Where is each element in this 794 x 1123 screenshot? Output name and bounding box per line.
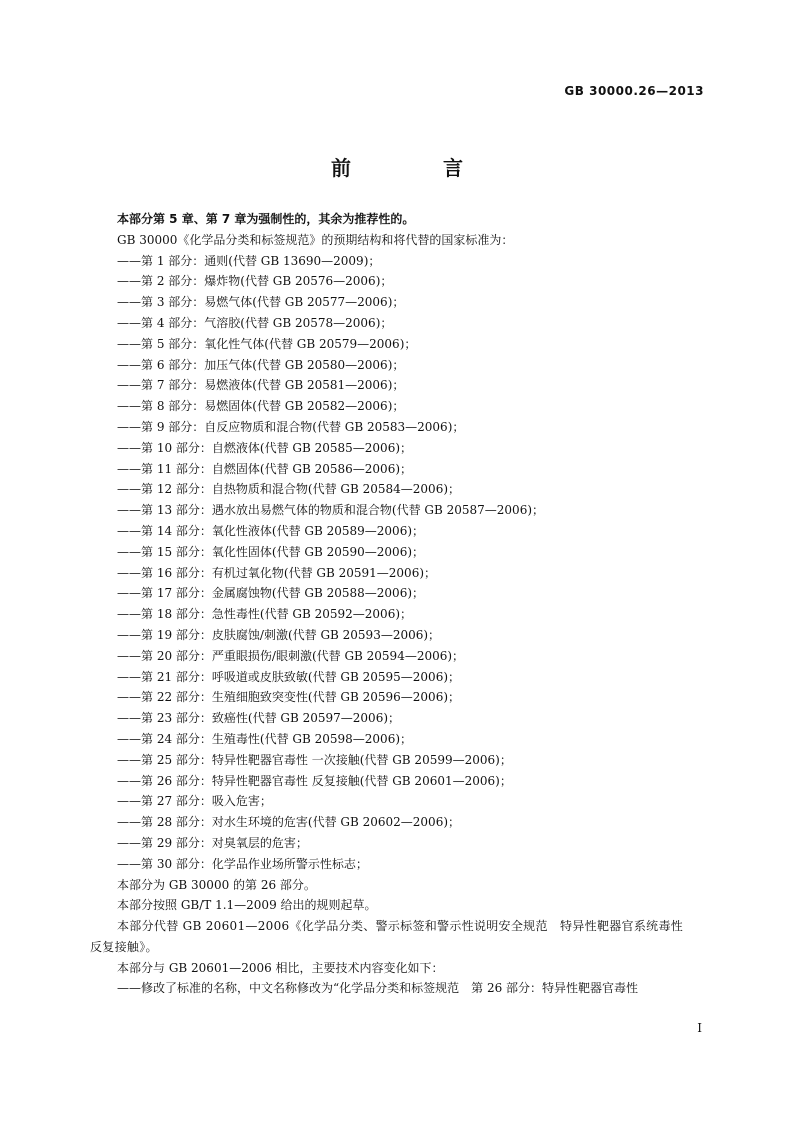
- part-list-item: ——第 8 部分：易燃固体(代替 GB 20582—2006)；: [117, 399, 405, 414]
- part-list-item: ——第 20 部分：严重眼损伤/眼刺激(代替 GB 20594—2006)；: [117, 648, 465, 663]
- part-list-item: ——第 12 部分：自热物质和混合物(代替 GB 20584—2006)；: [117, 482, 461, 497]
- change-item: ——修改了标准的名称，中文名称修改为“化学品分类和标签规范 第 26 部分：特异性靶器官毒性: [117, 981, 639, 996]
- page-number: I: [697, 1021, 702, 1035]
- part-list-item: ——第 10 部分：自燃液体(代替 GB 20585—2006)；: [117, 440, 413, 455]
- part-list-item: ——第 3 部分：易燃气体(代替 GB 20577—2006)；: [117, 295, 405, 310]
- part-list-item: ——第 26 部分：特异性靶器官毒性 反复接触(代替 GB 20601—2006)；: [117, 773, 512, 788]
- part-list-item: ——第 17 部分：金属腐蚀物(代替 GB 20588—2006)；: [117, 586, 425, 601]
- part-list-item: ——第 14 部分：氧化性液体(代替 GB 20589—2006)；: [117, 523, 425, 538]
- part-list-item: ——第 22 部分：生殖细胞致突变性(代替 GB 20596—2006)；: [117, 690, 461, 705]
- part-list-item: ——第 25 部分：特异性靶器官毒性 一次接触(代替 GB 20599—2006)；: [117, 752, 512, 767]
- replaces-statement: 本部分代替 GB 20601—2006《化学品分类、警示标签和警示性说明安全规范 特异性靶器官系统毒性 反复接触》。: [90, 919, 696, 954]
- part-list-item: ——第 2 部分：爆炸物(代替 GB 20576—2006)；: [117, 274, 393, 289]
- part-list-item: ——第 6 部分：加压气体(代替 GB 20580—2006)；: [117, 357, 405, 372]
- part-list-item: ——第 7 部分：易燃液体(代替 GB 20581—2006)；: [117, 378, 405, 393]
- part-list-item: ——第 29 部分：对臭氧层的危害；: [117, 835, 308, 850]
- mandatory-note: 本部分第 5 章、第 7 章为强制性的，其余为推荐性的。: [117, 212, 415, 226]
- drafting-statement: 本部分按照 GB/T 1.1—2009 给出的规则起草。: [117, 898, 377, 913]
- part-list-item: ——第 9 部分：自反应物质和混合物(代替 GB 20583—2006)；: [117, 419, 465, 434]
- part-list-item: ——第 4 部分：气溶胶(代替 GB 20578—2006)；: [117, 315, 393, 330]
- part-list-item: ——第 1 部分：通则(代替 GB 13690—2009)；: [117, 253, 381, 268]
- part-of-statement: 本部分为 GB 30000 的第 26 部分。: [117, 877, 316, 892]
- part-list-item: ——第 24 部分：生殖毒性(代替 GB 20598—2006)；: [117, 731, 413, 746]
- changes-intro: 本部分与 GB 20601—2006 相比，主要技术内容变化如下：: [117, 960, 444, 975]
- part-list-item: ——第 16 部分：有机过氧化物(代替 GB 20591—2006)；: [117, 565, 437, 580]
- part-list-item: ——第 23 部分：致癌性(代替 GB 20597—2006)；: [117, 711, 401, 726]
- part-list-item: ——第 13 部分：遇水放出易燃气体的物质和混合物(代替 GB 20587—2006)；: [117, 503, 545, 518]
- structure-note: GB 30000《化学品分类和标签规范》的预期结构和将代替的国家标准为：: [117, 232, 514, 247]
- part-list-item: ——第 19 部分：皮肤腐蚀/刺激(代替 GB 20593—2006)；: [117, 627, 441, 642]
- parts-list: [90, 251, 706, 875]
- part-list-item: ——第 18 部分：急性毒性(代替 GB 20592—2006)；: [117, 607, 413, 622]
- part-list-item: ——第 27 部分：吸入危害；: [117, 794, 272, 809]
- foreword-body: [90, 209, 706, 999]
- part-list-item: ——第 30 部分：化学品作业场所警示性标志；: [117, 856, 368, 871]
- part-list-item: ——第 5 部分：氧化性气体(代替 GB 20579—2006)；: [117, 336, 417, 351]
- part-list-item: ——第 28 部分：对水生环境的危害(代替 GB 20602—2006)；: [117, 815, 461, 830]
- part-list-item: ——第 11 部分：自燃固体(代替 GB 20586—2006)；: [117, 461, 413, 476]
- page-title: 前 言: [331, 156, 499, 180]
- part-list-item: ——第 15 部分：氧化性固体(代替 GB 20590—2006)；: [117, 544, 425, 559]
- part-list-item: ——第 21 部分：呼吸道或皮肤致敏(代替 GB 20595—2006)；: [117, 669, 461, 684]
- standard-code: GB 30000.26—2013: [564, 84, 704, 98]
